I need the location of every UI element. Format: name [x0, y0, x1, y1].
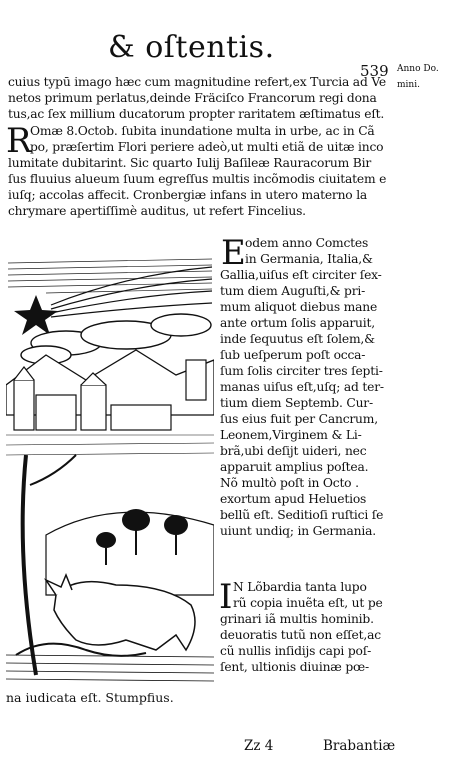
column-line: cũ nullis inſidijs capi poſ-: [220, 644, 372, 658]
signature-mark: Zz 4: [244, 738, 274, 754]
column-line: ſum ſolis circiter tres ſepti-: [220, 364, 383, 378]
column-line: uiunt undiq; in Germania.: [220, 524, 376, 538]
column-line: ſub ueſperum poſt occa-: [220, 348, 366, 362]
text-line: ſus fluuius alueum ſuum egreſſus multis incõmodis ciuitatem e: [8, 172, 387, 186]
page-number: 539: [360, 62, 389, 80]
catchword: Brabantiæ: [323, 738, 396, 754]
column-line: Leonem,Virginem & Li-: [220, 428, 362, 442]
text-line: tus,ac ſex millium ducatorum propter raritatem æſtimatus eſt.: [8, 107, 385, 121]
text-line: po, præſertim Flori periere adeò,ut multi etiã de uitæ inco: [30, 140, 384, 154]
column-line: ante ortum ſolis apparuit,: [220, 316, 375, 330]
drop-initial-r: R: [6, 121, 32, 161]
column-line: Gallia,uiſus eſt circiter ſex-: [220, 268, 382, 282]
woodcut-illustration: [6, 255, 214, 687]
margin-note-line-2: mini.: [397, 80, 420, 90]
running-head: & oſtentis.: [108, 30, 275, 65]
column-line: brã,ubi deſijt uideri, nec: [220, 444, 367, 458]
column-line: deuoratis tutũ non eſſet,ac: [220, 628, 381, 642]
column-line: inde ſequutus eſt ſolem,&: [220, 332, 375, 346]
column-line: N Lõbardia tanta lupo: [233, 580, 367, 594]
margin-note-line-1: Anno Do.: [397, 64, 439, 74]
column-line: tium diem Septemb. Cur-: [220, 396, 373, 410]
text-line: lumitate dubitarint. Sic quarto Iulij Baſileæ Rauracorum Bir: [8, 156, 372, 170]
column-line: rũ copia inuẽta eſt, ut pe: [233, 596, 383, 610]
drop-initial-e: E: [221, 233, 246, 273]
text-line: cuius typū imago hæc cum magnitudine refert,ex Turcia ad Ve: [8, 75, 386, 89]
text-line: chrymare apertiſſimè auditus, ut refert Fincelius.: [8, 204, 306, 218]
column-line: bellũ eſt. Seditioſi ruſtici ſe: [220, 508, 384, 522]
column-line: odem anno Comctes: [245, 236, 369, 250]
column-line: exortum apud Heluetios: [220, 492, 367, 506]
column-line: in Germania, Italia,&: [245, 252, 373, 266]
text-line: netos primum perlatus,deinde Fräciſco Francorum regi dona: [8, 91, 377, 105]
column-line: Nõ multò poſt in Octo .: [220, 476, 359, 490]
column-line: grinari iã multis hominib.: [220, 612, 374, 626]
illustration-caption: na iudicata eſt. Stumpfius.: [6, 690, 174, 705]
text-line: Omæ 8.Octob. ſubita inundatione multa in urbe, ac in Cã: [30, 124, 375, 138]
text-line: iuſq; accolas affecit. Cronbergiæ infans in utero materno la: [8, 188, 368, 202]
column-line: mum aliquot diebus mane: [220, 300, 378, 314]
column-line: manas uiſus eſt,uſq; ad ter-: [220, 380, 384, 394]
column-line: ſent, ultionis diuinæ pœ-: [220, 660, 369, 674]
column-line: ſus eius fuit per Cancrum,: [220, 412, 378, 426]
column-line: tum diem Auguſti,& pri-: [220, 284, 366, 298]
drop-initial-i: I: [219, 577, 233, 617]
column-line: apparuit amplius poſtea.: [220, 460, 369, 474]
